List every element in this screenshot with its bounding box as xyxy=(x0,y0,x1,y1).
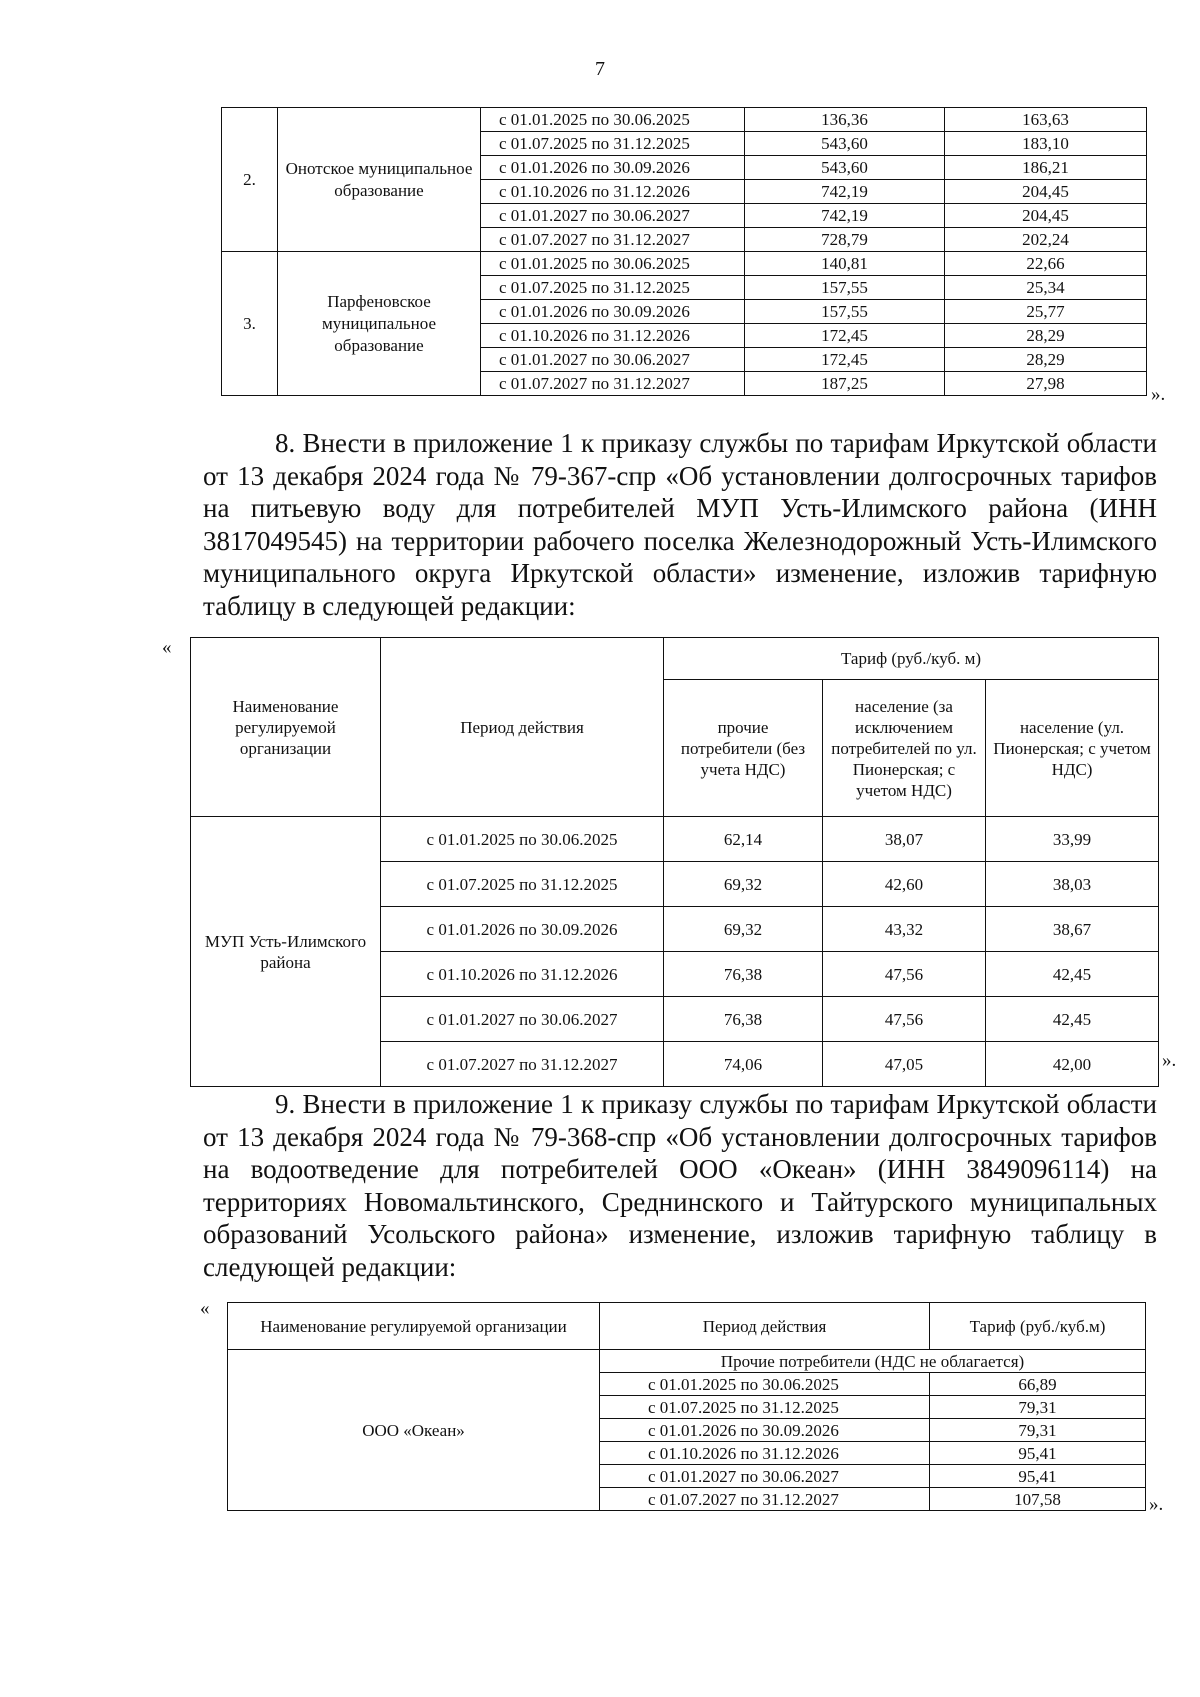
value-cell: 172,45 xyxy=(745,348,945,372)
value-cell: 62,14 xyxy=(664,817,823,862)
period-cell: с 01.01.2025 по 30.06.2025 xyxy=(600,1373,930,1396)
value-cell: 22,66 xyxy=(945,252,1147,276)
period-cell: с 01.01.2027 по 30.06.2027 xyxy=(600,1465,930,1488)
period-cell: с 01.01.2026 по 30.09.2026 xyxy=(600,1419,930,1442)
period-cell: с 01.07.2027 по 31.12.2027 xyxy=(381,1042,664,1087)
header-population-pionerskaya: население (ул. Пионерская; с учетом НДС) xyxy=(986,680,1159,817)
row-number: 2. xyxy=(222,108,278,252)
value-cell: 25,77 xyxy=(945,300,1147,324)
value-cell: 543,60 xyxy=(745,132,945,156)
value-cell: 28,29 xyxy=(945,348,1147,372)
period-cell: с 01.10.2026 по 31.12.2026 xyxy=(381,952,664,997)
value-cell: 187,25 xyxy=(745,372,945,396)
value-cell: 47,56 xyxy=(823,997,986,1042)
header-organization: Наименование регулируемой организации xyxy=(191,638,381,817)
table-row xyxy=(191,817,1159,862)
value-cell: 186,21 xyxy=(945,156,1147,180)
value-cell: 204,45 xyxy=(945,204,1147,228)
value-cell: 76,38 xyxy=(664,952,823,997)
value-cell: 95,41 xyxy=(930,1465,1146,1488)
period-cell: с 01.01.2026 по 30.09.2026 xyxy=(481,156,745,180)
value-cell: 66,89 xyxy=(930,1373,1146,1396)
header-period: Период действия xyxy=(381,638,664,817)
value-cell: 27,98 xyxy=(945,372,1147,396)
period-cell: с 01.01.2025 по 30.06.2025 xyxy=(481,108,745,132)
closing-quote-mark: ». xyxy=(1149,1494,1164,1515)
tariff-table-municipal xyxy=(221,107,1147,396)
value-cell: 95,41 xyxy=(930,1442,1146,1465)
value-cell: 543,60 xyxy=(745,156,945,180)
value-cell: 728,79 xyxy=(745,228,945,252)
value-cell: 136,36 xyxy=(745,108,945,132)
value-cell: 140,81 xyxy=(745,252,945,276)
table-row xyxy=(222,108,1147,132)
period-cell: с 01.07.2025 по 31.12.2025 xyxy=(481,276,745,300)
value-cell: 47,05 xyxy=(823,1042,986,1087)
period-cell: с 01.10.2026 по 31.12.2026 xyxy=(481,180,745,204)
organization-name: Онотское муниципальное образование xyxy=(278,108,481,252)
period-cell: с 01.07.2027 по 31.12.2027 xyxy=(481,228,745,252)
value-cell: 163,63 xyxy=(945,108,1147,132)
value-cell: 204,45 xyxy=(945,180,1147,204)
value-cell: 157,55 xyxy=(745,300,945,324)
value-cell: 79,31 xyxy=(930,1396,1146,1419)
value-cell: 74,06 xyxy=(664,1042,823,1087)
value-cell: 742,19 xyxy=(745,180,945,204)
value-cell: 28,29 xyxy=(945,324,1147,348)
organization-name: ООО «Океан» xyxy=(228,1350,600,1511)
tariff-table-okean xyxy=(227,1302,1146,1511)
value-cell: 43,32 xyxy=(823,907,986,952)
value-cell: 38,07 xyxy=(823,817,986,862)
header-other-consumers: прочие потребители (без учета НДС) xyxy=(664,680,823,817)
period-cell: с 01.10.2026 по 31.12.2026 xyxy=(600,1442,930,1465)
value-cell: 107,58 xyxy=(930,1488,1146,1511)
period-cell: с 01.01.2026 по 30.09.2026 xyxy=(381,907,664,952)
consumer-category: Прочие потребители (НДС не облагается) xyxy=(600,1350,1146,1373)
value-cell: 42,60 xyxy=(823,862,986,907)
page-number: 7 xyxy=(595,58,605,80)
value-cell: 79,31 xyxy=(930,1419,1146,1442)
closing-quote-mark: ». xyxy=(1162,1050,1177,1071)
value-cell: 47,56 xyxy=(823,952,986,997)
period-cell: с 01.01.2027 по 30.06.2027 xyxy=(381,997,664,1042)
header-period: Период действия xyxy=(600,1303,930,1350)
period-cell: с 01.01.2027 по 30.06.2027 xyxy=(481,204,745,228)
period-cell: с 01.07.2025 по 31.12.2025 xyxy=(381,862,664,907)
organization-name: МУП Усть-Илимского района xyxy=(191,817,381,1087)
table-header-row xyxy=(228,1303,1146,1350)
value-cell: 38,03 xyxy=(986,862,1159,907)
period-cell: с 01.07.2025 по 31.12.2025 xyxy=(600,1396,930,1419)
header-population: население (за исключением потребителей по ул. Пионерская; с учетом НДС) xyxy=(823,680,986,817)
value-cell: 69,32 xyxy=(664,907,823,952)
header-organization: Наименование регулируемой организации xyxy=(228,1303,600,1350)
period-cell: с 01.01.2025 по 30.06.2025 xyxy=(481,252,745,276)
value-cell: 42,45 xyxy=(986,997,1159,1042)
header-tariff: Тариф (руб./куб.м) xyxy=(930,1303,1146,1350)
period-cell: с 01.07.2027 по 31.12.2027 xyxy=(600,1488,930,1511)
paragraph-8: 8. Внести в приложение 1 к приказу службы по тарифам Иркутской области от 13 декабря 2024 года № 79-367-спр «Об установлении долгосрочных тарифов на питьевую воду для потребителей МУП Усть-Илимского района (ИНН 3817049545) на территории рабочего поселка Железнодорожный Усть-Илимского муниципального округа Иркутской области» изменение, изложив тарифную таблицу в следующей редакции: xyxy=(203,428,1157,621)
table-header-row xyxy=(191,638,1159,680)
header-tariff: Тариф (руб./куб. м) xyxy=(664,638,1159,680)
table-row xyxy=(222,252,1147,276)
value-cell: 38,67 xyxy=(986,907,1159,952)
value-cell: 183,10 xyxy=(945,132,1147,156)
value-cell: 172,45 xyxy=(745,324,945,348)
tariff-table-mup xyxy=(190,637,1159,1087)
value-cell: 157,55 xyxy=(745,276,945,300)
value-cell: 742,19 xyxy=(745,204,945,228)
value-cell: 33,99 xyxy=(986,817,1159,862)
value-cell: 25,34 xyxy=(945,276,1147,300)
row-number: 3. xyxy=(222,252,278,396)
value-cell: 76,38 xyxy=(664,997,823,1042)
value-cell: 42,00 xyxy=(986,1042,1159,1087)
period-cell: с 01.01.2026 по 30.09.2026 xyxy=(481,300,745,324)
value-cell: 69,32 xyxy=(664,862,823,907)
table-row xyxy=(228,1350,1146,1373)
organization-name: Парфеновское муниципальное образование xyxy=(278,252,481,396)
value-cell: 42,45 xyxy=(986,952,1159,997)
closing-quote-mark: ». xyxy=(1151,384,1166,405)
opening-quote-mark: « xyxy=(162,637,172,658)
period-cell: с 01.10.2026 по 31.12.2026 xyxy=(481,324,745,348)
period-cell: с 01.07.2025 по 31.12.2025 xyxy=(481,132,745,156)
period-cell: с 01.07.2027 по 31.12.2027 xyxy=(481,372,745,396)
paragraph-9: 9. Внести в приложение 1 к приказу службы по тарифам Иркутской области от 13 декабря 2024 года № 79-368-спр «Об установлении долгосрочных тарифов на водоотведение для потребителей ООО «Океан» (ИНН 3849096114) на территориях Новомальтинского, Среднинского и Тайтурского муниципальных образований Усольского района» изменение, изложив тарифную таблицу в следующей редакции: xyxy=(203,1089,1157,1282)
period-cell: с 01.01.2027 по 30.06.2027 xyxy=(481,348,745,372)
value-cell: 202,24 xyxy=(945,228,1147,252)
period-cell: с 01.01.2025 по 30.06.2025 xyxy=(381,817,664,862)
opening-quote-mark: « xyxy=(200,1298,210,1319)
